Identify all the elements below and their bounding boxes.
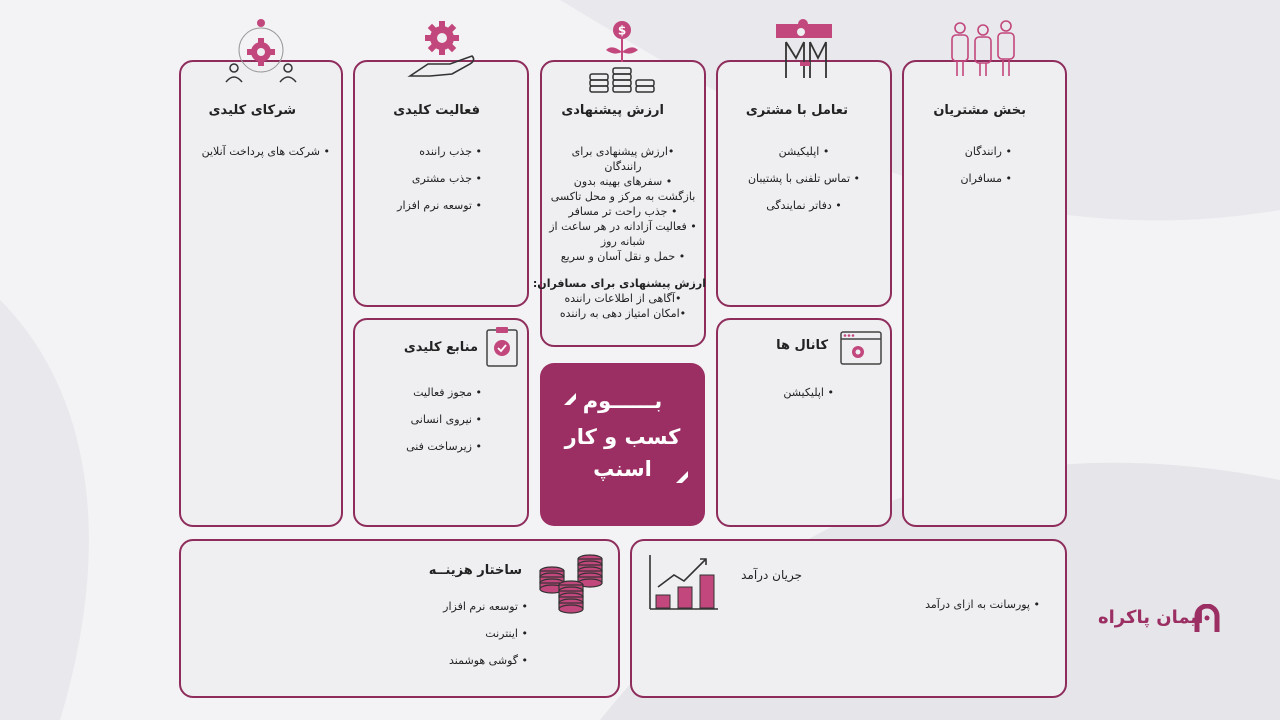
corner-mark-icon	[674, 469, 690, 485]
list-item: • فعالیت آزادانه در هر ساعت از	[549, 220, 697, 233]
list-item: • جذب مشتری	[397, 172, 482, 185]
relationships-title: تعامل با مشتری	[745, 103, 848, 118]
clipboard-check-icon	[486, 325, 518, 367]
channels-title: کانال ها	[776, 338, 828, 353]
partners-list	[202, 145, 330, 158]
resources-title: منابع کلیدی	[403, 340, 478, 355]
value-list	[532, 144, 706, 321]
list-item: بازگشت به مرکز و محل تاکسی	[550, 190, 696, 203]
list-item: شبانه روز	[600, 235, 646, 248]
resources-list	[406, 386, 482, 453]
revenue-title: جریان درآمد	[741, 568, 802, 582]
segments-title: بخش مشتریان	[933, 103, 1026, 118]
list-item: • گوشی هوشمند	[443, 654, 528, 667]
canvas-title-line1: بــــــوم	[582, 389, 663, 413]
list-item: • توسعه نرم افزار	[443, 600, 528, 613]
cost-list	[443, 600, 528, 667]
people-group-icon	[948, 18, 1018, 78]
value-title: ارزش پیشنهادی	[561, 103, 664, 118]
money-plant-icon	[588, 18, 656, 94]
list-item: • مجوز فعالیت	[406, 386, 482, 399]
canvas-title-line3: اسنپ	[593, 457, 652, 481]
partners-title: شرکای کلیدی	[208, 103, 296, 118]
canvas-title-line2: کسب و کار	[564, 425, 681, 449]
list-item: •امکان امتیاز دهی به راننده	[559, 307, 687, 320]
list-item: • جذب راحت تر مسافر	[568, 205, 678, 218]
list-item: •آگاهی از اطلاعات راننده	[564, 292, 682, 305]
corner-mark-icon	[562, 391, 578, 407]
puzzle-handshake-icon	[774, 18, 836, 80]
list-item: • توسعه نرم افزار	[397, 199, 482, 212]
list-item: • اپلیکیشن	[783, 386, 834, 399]
list-item: • سفرهای بهینه بدون	[573, 175, 673, 188]
growth-chart-icon	[648, 553, 720, 611]
network-gear-icon	[224, 18, 298, 84]
canvas-title-card	[540, 363, 705, 526]
list-item: • تماس تلفنی با پشتیبان	[716, 172, 892, 185]
list-item: • دفاتر نمایندگی	[716, 199, 892, 212]
brand-logo-icon	[1194, 604, 1220, 634]
list-item: • اپلیکیشن	[716, 145, 892, 158]
passenger-heading: ارزش پیشنهادی برای مسافران:	[532, 277, 706, 290]
list-item: • اینترنت	[443, 627, 528, 640]
brand-name: ایمان پاکراه	[1098, 607, 1204, 628]
list-item: • جذب راننده	[397, 145, 482, 158]
activities-title: فعالیت کلیدی	[393, 103, 480, 118]
list-item: • زیرساخت فنی	[406, 440, 482, 453]
activities-list	[397, 145, 482, 212]
list-item: • پورسانت به ازای درآمد	[925, 598, 1040, 611]
customer-segments-card	[902, 60, 1067, 527]
key-partners-card	[179, 60, 343, 527]
browser-gear-icon	[840, 331, 882, 365]
gear-hand-icon	[406, 18, 476, 80]
revenue-list	[925, 598, 1040, 611]
channels-list	[783, 386, 834, 399]
relationships-list	[716, 145, 892, 212]
list-item: رانندگان	[604, 160, 642, 173]
coin-stack-icon	[538, 553, 606, 619]
list-item: •ارزش پیشنهادی برای	[571, 145, 675, 158]
list-item: • شرکت های پرداخت آنلاین	[202, 145, 330, 158]
list-item: • رانندگان	[960, 145, 1012, 158]
list-item: • حمل و نقل آسان و سریع	[560, 250, 686, 263]
list-item: • مسافران	[960, 172, 1012, 185]
svg-text:$: $	[617, 23, 627, 38]
cost-title: ساختار هزینــه	[428, 563, 522, 578]
segments-list	[960, 145, 1012, 185]
list-item: • نیروی انسانی	[406, 413, 482, 426]
